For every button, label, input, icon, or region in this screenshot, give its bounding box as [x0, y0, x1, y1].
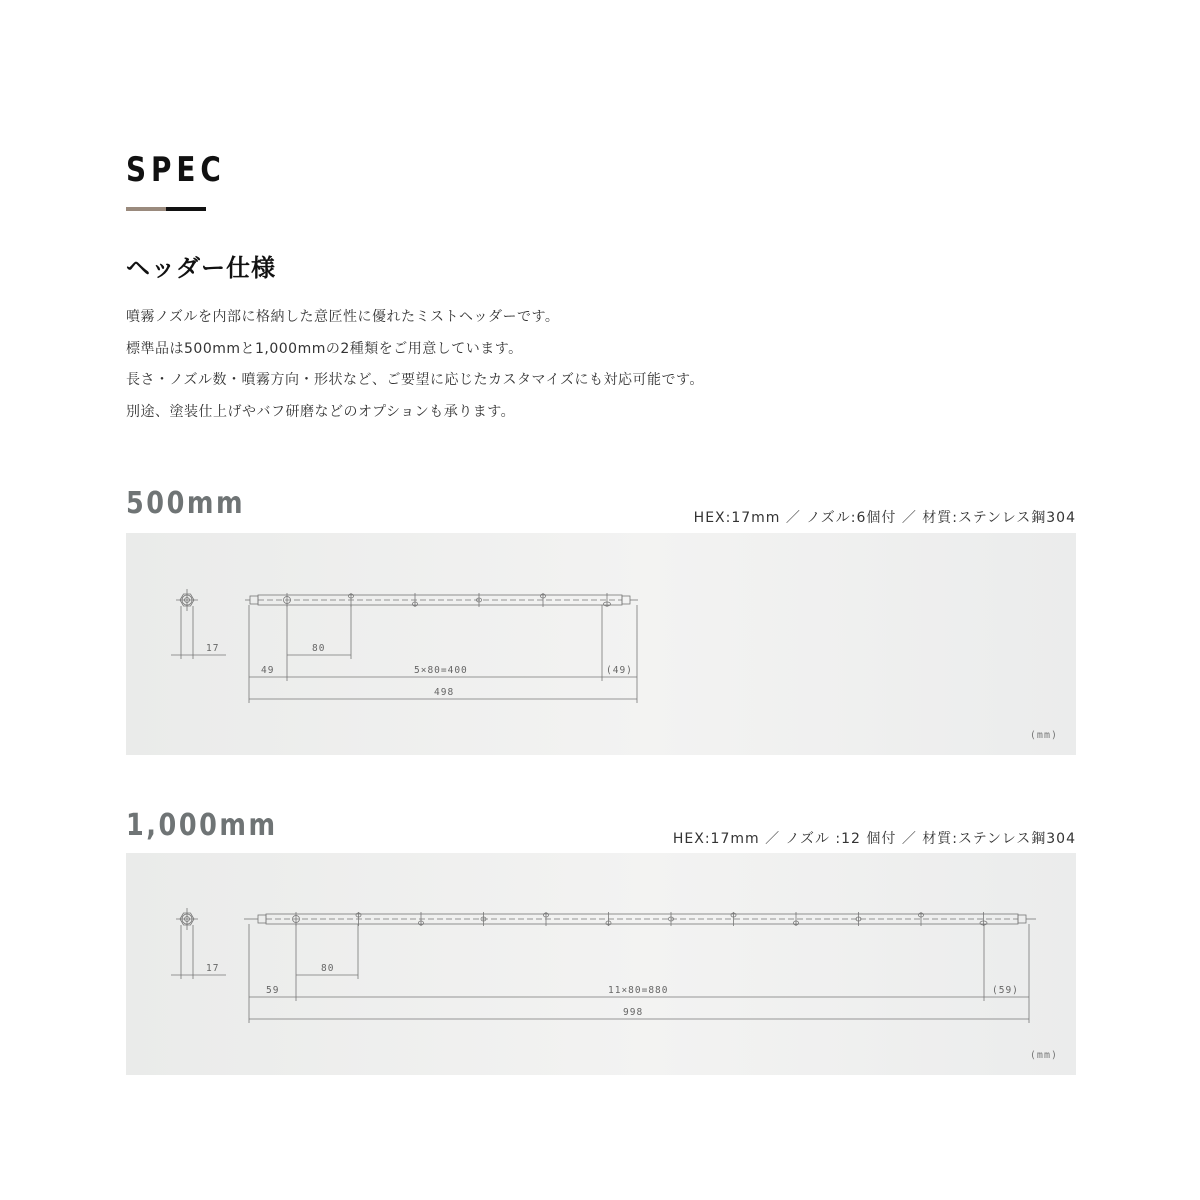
- total-length-label: 498: [434, 687, 455, 698]
- end-offset-label: (59): [992, 985, 1019, 996]
- start-offset-label: 59: [266, 985, 280, 996]
- header-drawing-500: [126, 533, 1076, 755]
- nozzle-span-label: 5×80=400: [414, 665, 468, 676]
- pitch-label: 80: [312, 643, 326, 654]
- pitch-label: 80: [321, 963, 335, 974]
- unit-label: (mm): [1029, 730, 1058, 741]
- model-title-1000: 1,000mm: [126, 808, 278, 843]
- model-meta-500: HEX:17mm ／ ノズル:6個付 ／ 材質:ステンレス鋼304: [693, 510, 1076, 526]
- section-title: SPEC: [126, 150, 226, 190]
- total-length-label: 998: [623, 1007, 644, 1018]
- intro-line: 長さ・ノズル数・噴霧方向・形状など、ご要望に応じたカスタマイズにも対応可能です。: [126, 372, 704, 388]
- model-meta-1000: HEX:17mm ／ ノズル :12 個付 ／ 材質:ステンレス鋼304: [672, 831, 1076, 847]
- header-tube: [244, 914, 1036, 924]
- drawing-panel-1000: [126, 853, 1076, 1075]
- hex-size-label: 17: [206, 643, 220, 654]
- drawing-panel-500: [126, 533, 1076, 755]
- intro-line: 別途、塗装仕上げやバフ研磨などのオプションも承ります。: [126, 403, 516, 420]
- start-offset-label: 49: [261, 665, 275, 676]
- header-spec-heading: ヘッダー仕様: [126, 254, 276, 282]
- intro-line: 噴霧ノズルを内部に格納した意匠性に優れたミストヘッダーです。: [126, 309, 560, 325]
- title-underline: [126, 207, 206, 211]
- header-drawing-1000: [126, 853, 1076, 1075]
- intro-text: [126, 302, 704, 428]
- model-title-500: 500mm: [126, 486, 246, 521]
- header-tube: [245, 595, 638, 605]
- nozzle-span-label: 11×80=880: [608, 985, 669, 996]
- intro-line: 標準品は500mmと1,000mmの2種類をご用意しています。: [126, 340, 523, 357]
- underline-dark: [166, 207, 206, 211]
- underline-accent: [126, 207, 166, 211]
- hex-size-label: 17: [206, 963, 220, 974]
- unit-label: (mm): [1029, 1050, 1058, 1061]
- end-offset-label: (49): [606, 665, 633, 676]
